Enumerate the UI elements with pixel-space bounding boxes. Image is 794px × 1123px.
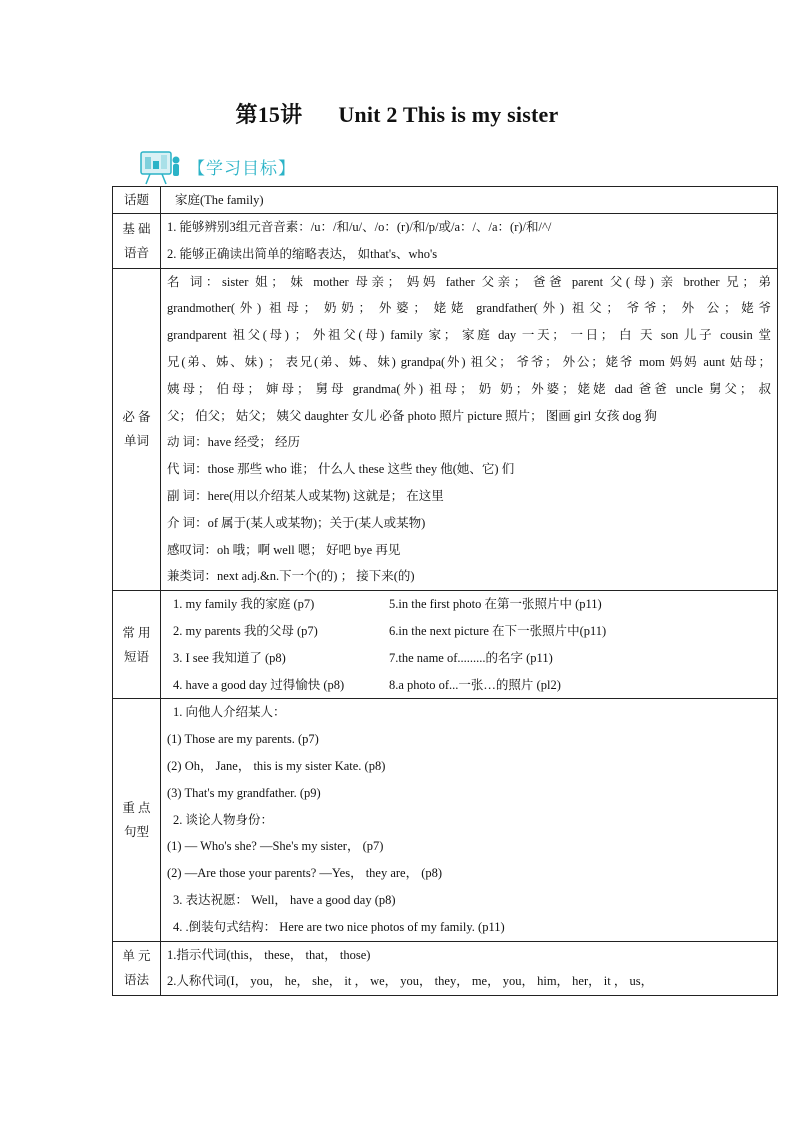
grammar-line: 1.指示代词(this， these， that， those) xyxy=(167,947,371,962)
grammar-row xyxy=(113,941,778,996)
sentence-line: (2) —Are those your parents? —Yes， they are， (p8) xyxy=(167,866,443,881)
grammar-head: 单 元 语法 xyxy=(113,941,161,996)
grammar-content xyxy=(161,941,778,996)
sentence-line: 3. 表达祝愿： Well， have a good day (p8) xyxy=(173,892,396,907)
objective-header xyxy=(138,146,296,186)
grammar-line: 2.人称代词(I， you， he， she， it ， we， you， they， me， you， him， her， it ， us， xyxy=(167,974,654,989)
vocabulary-line: 介 词：of 属于(某人或某物)；关于(某人或某物) xyxy=(167,515,426,530)
vocabulary-line: 副 词：here(用以介绍某人或某物) 这就是； 在这里 xyxy=(167,488,444,503)
vocabulary-line: 兼类词：next adj.&n.下一个(的) ； 接下来(的) xyxy=(167,569,415,584)
pronunciation-line: 1. 能够辨别3组元音音素：/u：/和/u/、/o：(r)/和/p/或/a：/、/a：(r)/和/^/ xyxy=(167,220,552,234)
topic-head: 话题 xyxy=(113,187,161,214)
vocabulary-head: 必 备 单词 xyxy=(113,268,161,591)
phrases-head: 常 用 短语 xyxy=(113,591,161,699)
pronunciation-content xyxy=(161,214,778,269)
topic-row xyxy=(113,187,778,214)
sentences-content xyxy=(161,699,778,941)
unit-title: Unit 2 This is my sister xyxy=(338,102,559,127)
vocabulary-line: 代 词：those 那些 who 谁； 什么人 these 这些 they 他(她、它) 们 xyxy=(167,462,515,477)
lesson-number: 第15讲 xyxy=(235,102,303,127)
phrase-line: 1. my family 我的家庭 (p7) 5.in the first photo 在第一张照片中 (p11) xyxy=(173,597,602,612)
phrase-line: 3. I see 我知道了 (p8) 7.the name of.........的名字 (p11) xyxy=(173,650,553,665)
pronunciation-line: 2. 能够正确读出简单的缩略表达， 如that's、who's xyxy=(167,246,438,261)
page-title xyxy=(0,98,794,129)
sentence-line: 2. 谈论人物身份： xyxy=(173,812,274,827)
lesson-table xyxy=(112,186,778,996)
sentences-head: 重 点 句型 xyxy=(113,699,161,941)
topic-content: 家庭(The family) xyxy=(161,187,778,214)
sentence-line: (1) — Who's she? —She's my sister， (p7) xyxy=(167,839,384,854)
vocabulary-line: 父； 伯父； 姑父； 姨父 daughter 女儿 必备 photo 照片 picture 照片； 图画 girl 女孩 dog 狗 xyxy=(167,408,657,423)
sentences-row xyxy=(113,699,778,941)
sentence-line: 4. .倒装句式结构： Here are two nice photos of my family. (p11) xyxy=(173,919,505,934)
phrase-line: 4. have a good day 过得愉快 (p8) 8.a photo of...一张…的照片 (pl2) xyxy=(173,677,561,692)
sentence-line: (1) Those are my parents. (p7) xyxy=(167,732,319,747)
vocabulary-row xyxy=(113,268,778,591)
pronunciation-head: 基 础 语音 xyxy=(113,214,161,269)
sentence-line: 1. 向他人介绍某人： xyxy=(173,705,286,720)
sentence-line: (3) That's my grandfather. (p9) xyxy=(167,785,321,800)
vocabulary-line: grandmother(外) 祖母； 奶奶； 外婆； 姥姥 grandfather(外) 祖父； 爷爷； 外 公；姥爷 xyxy=(167,301,771,316)
objective-label: 【学习目标】 xyxy=(188,158,296,179)
phrases-row xyxy=(113,591,778,699)
vocabulary-line: 动 词：have 经受； 经历 xyxy=(167,435,300,450)
vocabulary-line: 感叹词：oh 哦；啊 well 嗯； 好吧 bye 再见 xyxy=(167,542,401,557)
vocabulary-line: 名 词：sister 姐； 妹 mother 母亲； 妈妈 father 父亲； 爸爸 parent 父(母) 亲 brother 兄；弟 xyxy=(167,274,771,289)
vocabulary-line: grandparent 祖父(母) ； 外祖父(母) family 家； 家庭 day 一天； 一日； 白 天 son 儿子 cousin 堂 xyxy=(167,328,771,343)
vocabulary-line: 姨母； 伯母； 婶母； 舅母 grandma(外) 祖母； 奶 奶；外婆；姥姥 dad 爸爸 uncle 舅父； 叔 xyxy=(167,381,771,396)
vocabulary-line: 兄(弟、姊、妹) ； 表兄(弟、姊、妹) grandpa(外) 祖父； 爷爷； 外公；姥爷 mom 妈妈 aunt 姑母； xyxy=(167,354,771,369)
sentence-line: (2) Oh， Jane， this is my sister Kate. (p8) xyxy=(167,758,386,773)
phrases-content xyxy=(161,591,778,699)
pronunciation-row xyxy=(113,214,778,269)
phrase-line: 2. my parents 我的父母 (p7) 6.in the next picture 在下一张照片中(p11) xyxy=(173,623,607,638)
vocabulary-content xyxy=(161,268,778,591)
presentation-board-icon xyxy=(138,146,182,186)
